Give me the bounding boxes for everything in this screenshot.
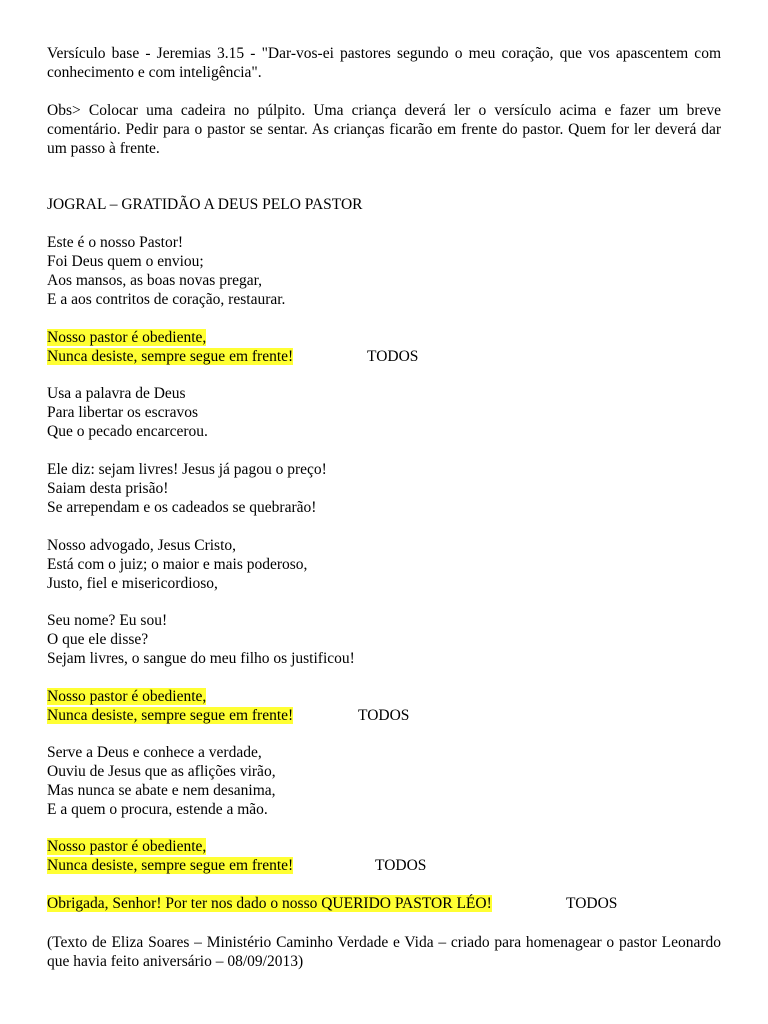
highlighted-chorus-line: Nosso pastor é obediente, (47, 688, 207, 705)
highlighted-thanks-line: Obrigada, Senhor! Por ter nos dado o nosso QUERIDO PASTOR LÉO! (47, 895, 492, 912)
stanza-line: Para libertar os escravos (47, 404, 199, 421)
stanza-6 (47, 743, 721, 819)
highlighted-chorus-line: Nunca desiste, sempre segue em frente! (47, 857, 294, 874)
stanza-line: Seu nome? Eu sou! (47, 612, 168, 629)
stanza-line: Saiam desta prisão! (47, 480, 169, 497)
stanza-1 (47, 233, 721, 309)
todos-label: TODOS (566, 895, 618, 912)
stanza-line: Este é o nosso Pastor! (47, 234, 184, 251)
credit-paragraph: (Texto de Eliza Soares – Ministério Caminho Verdade e Vida – criado para homenagear o pastor Leonardo que havia feito aniversário – 08/09/2013) (47, 934, 721, 970)
highlighted-chorus-line: Nosso pastor é obediente, (47, 838, 207, 855)
highlighted-chorus-line: Nunca desiste, sempre segue em frente! (47, 348, 294, 365)
stanza-line: Se arrependam e os cadeados se quebrarão! (47, 499, 317, 516)
stanza-line: Mas nunca se abate e nem desanima, (47, 782, 276, 799)
observation-paragraph: Obs> Colocar uma cadeira no púlpito. Uma criança deverá ler o versículo acima e fazer um breve comentário. Pedir para o pastor se sentar. As crianças ficarão em frente do pastor. Quem for ler deverá dar um passo à frente. (47, 102, 721, 157)
thanks-line-block (47, 894, 721, 913)
stanza-line: Justo, fiel e misericordioso, (47, 575, 218, 592)
stanza-3 (47, 460, 721, 517)
stanza-line: Serve a Deus e conhece a verdade, (47, 744, 262, 761)
stanza-line: Aos mansos, as boas novas pregar, (47, 272, 263, 289)
todos-label: TODOS (358, 707, 410, 724)
stanza-2 (47, 384, 721, 441)
stanza-line: Nosso advogado, Jesus Cristo, (47, 537, 237, 554)
stanza-line: Ele diz: sejam livres! Jesus já pagou o preço! (47, 461, 327, 478)
stanza-line: E a quem o procura, estende a mão. (47, 801, 268, 818)
stanza-line: Foi Deus quem o enviou; (47, 253, 204, 270)
stanza-line: O que ele disse? (47, 631, 149, 648)
stanza-line: E a aos contritos de coração, restaurar. (47, 291, 286, 308)
stanza-line: Ouviu de Jesus que as aflições virão, (47, 763, 276, 780)
stanza-4 (47, 536, 721, 593)
stanza-5 (47, 611, 721, 668)
highlighted-chorus-line: Nosso pastor é obediente, (47, 329, 207, 346)
highlighted-chorus-line: Nunca desiste, sempre segue em frente! (47, 707, 294, 724)
stanza-line: Usa a palavra de Deus (47, 385, 186, 402)
stanza-line: Sejam livres, o sangue do meu filho os justificou! (47, 650, 355, 667)
stanza-line: Que o pecado encarcerou. (47, 423, 208, 440)
base-verse-paragraph: Versículo base - Jeremias 3.15 - "Dar-vos-ei pastores segundo o meu coração, que vos apascentem com conhecimento e com inteligência". (47, 45, 721, 81)
todos-label: TODOS (375, 857, 427, 874)
todos-label: TODOS (367, 348, 419, 365)
stanza-line: Está com o juiz; o maior e mais poderoso, (47, 556, 308, 573)
jogral-title: JOGRAL – GRATIDÃO A DEUS PELO PASTOR (47, 196, 363, 213)
